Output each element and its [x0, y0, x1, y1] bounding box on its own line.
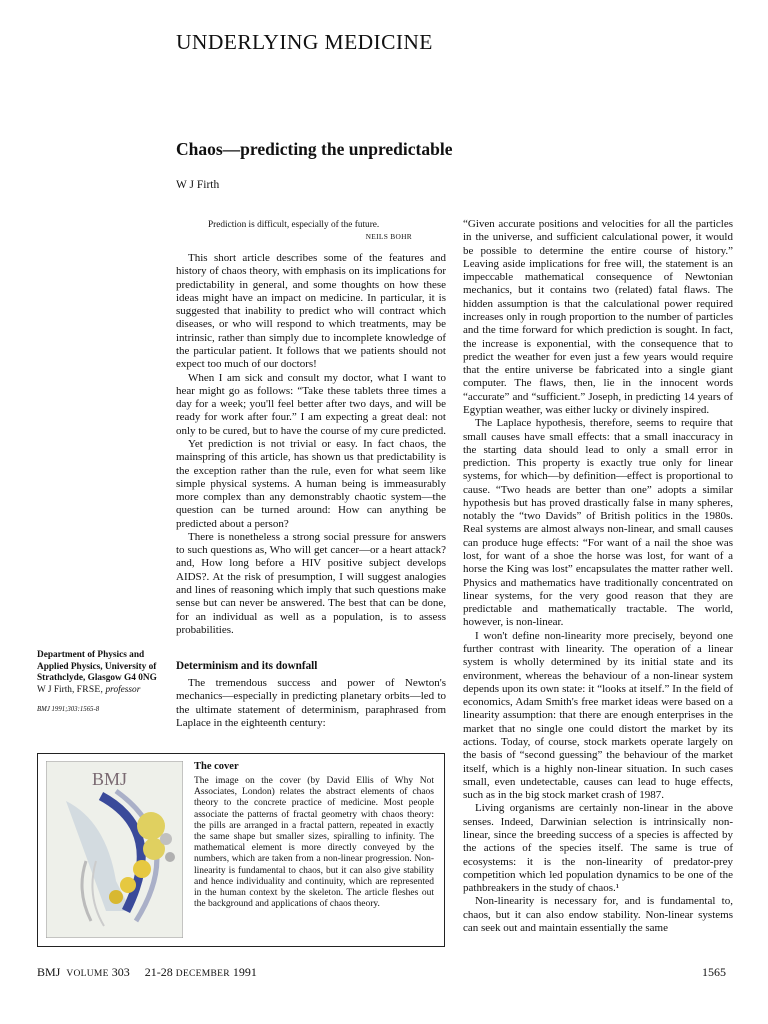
- body-column-right: [463, 218, 733, 935]
- cover-box-text: The image on the cover (by David Ellis of Why Not Associates, London) relates the abstract elements of chaos theory to the concrete practice of medicine. Most people associate the patterns of fractal geometry with chaos theory: the pills are arranged in a fractal pattern, repeated in exactly the same shape but smaller sizes, spiralling to infinity. The mathematical element is more directly conveyed by the numbers, which are taken from a non-linear progression. Non-linearity is fundamental to chaos, but it can also give stability and hence individuality and continuity, which are represented in the human context by the skeleton. The article fleshes out the background and applications of chaos theory.: [194, 776, 434, 910]
- paragraph: Yet prediction is not trivial or easy. In fact chaos, the mainspring of this article, has shown us that predictability is the exception rather than the rule, even for what seem like simple physical systems. A human being is immeasurably more complex than any demonstrably chaotic system—the question can be turned around: How can anything be predicted about a person?: [176, 437, 446, 530]
- affiliation-department: Department of Physics and Applied Physics, University of Strathclyde, Glasgow G4 0NG: [37, 650, 157, 683]
- cover-box-title: The cover: [194, 761, 239, 772]
- epigraph: [208, 219, 412, 243]
- footer-date-days: 21-28: [144, 965, 173, 979]
- paragraph: This short article describes some of the features and history of chaos theory, with emphasis on its implications for predictability in general, and some thoughts on how these ideas might have an impact on medicine. In particular, it is suggested that inability to predict who will contract which diseases, or who will respond to which treatments, may be intrinsic, rather than simply due to incomplete knowledge of the particular patient. It follows that we patients should not expect too much of our doctors!: [176, 252, 446, 371]
- footer-journal: BMJ: [37, 965, 61, 979]
- section-header: UNDERLYING MEDICINE: [176, 30, 433, 54]
- footer-date-year: 1991: [232, 965, 257, 979]
- citation: BMJ 1991;303:1565-8: [37, 706, 100, 713]
- affiliation-degree: FRSE,: [76, 684, 104, 695]
- subheading: Determinism and its downfall: [176, 660, 318, 672]
- paragraph: I won't define non-linearity more precisely, beyond one further contrast with linearity. The operation of a linear system is wholly determined by its initial state and its environment, whereas the behaviour of a non-linear system depends upon its own state: it “looks at itself.” In the field of economics, Adam Smith's free market ideas were based on a linearity assumption: that there are enough enterprises in the market that no single one could distort the market by its actions. Today, of course, stock markets operate largely on the basis of “second guessing” the behaviour of the market itself, which is a highly non-linear situation. In such cases small, even undetectable, causes can lead to huge effects, such as in the big stock market crash of 1987.: [463, 629, 733, 802]
- paragraph: “Given accurate positions and velocities for all the particles in the universe, and sufficient calculational power, it would be possible to determine the entire course of history.” Leaving aside implications for free will, the statement is an impeccable mathematical consequence of Newtonian mechanics, but it contains two (related) fatal flaws. The hidden assumption is that the calculational power required increases only in rough proportion to the number of particles and the time forward for which prediction is sought. In fact, the increase is exponential, with the consequence that to predict the weather for even just a few years would require that the entire universe be fabricated into a single giant computer. The flaws, then, lie in the innocent words “accurate” and “sufficient.” Joseph, in predicting 14 years of Egyptian weather, was either lucky or divinely inspired.: [463, 218, 733, 416]
- cover-image: [46, 761, 183, 938]
- paragraph: There is nonetheless a strong social pressure for answers to such questions as, Who will get cancer—or a heart attack? and, How long before a HIV positive subject develops AIDS?. At the risk of presumption, I will suggest analogies and lines of reasoning which imply that such questions make sense but can never be answered. The best that can be done, for an individual as well as a population, is to assess probabilities.: [176, 530, 446, 636]
- body-column-left-top: [176, 252, 446, 637]
- footer-date-month: DECEMBER: [175, 969, 230, 979]
- footer-volume: 303: [111, 965, 130, 979]
- footer-journal-info: [37, 965, 257, 980]
- paragraph: The Laplace hypothesis, therefore, seems to require that small causes have small effects: that a small inaccuracy in the starting data should lead to only a small error in prediction. This property is exactly true only for linear systems, for which—by definition—effect is proportional to cause. “Two heads are better than one” adopts a similar hypothesis but has proved drastically false in many spheres, notably the “two Davids” of British politics in the 1980s. Real systems are almost always non-linear, and small causes can produce huge effects: “For want of a nail the shoe was lost, for want of a shoe the horse was lost, for want of a horse the King was lost” encapsulates the matter rather well. Physics and mathematics have traditionally concentrated on linear systems, for the very good reason that they are predictable and mathematically tractable. The world, however, is non-linear.: [463, 417, 733, 629]
- paragraph: Non-linearity is necessary for, and is fundamental to, chaos, but it can also endow stability. Non-linear systems can seek out and maintain essentially the same: [463, 895, 733, 934]
- cover-logo: BMJ: [92, 769, 128, 789]
- author-affiliation: [37, 650, 169, 716]
- affiliation-name: W J Firth,: [37, 684, 75, 695]
- article-author: W J Firth: [176, 179, 220, 191]
- epigraph-quote: Prediction is difficult, especially of the future.: [208, 220, 380, 230]
- article-title: Chaos—predicting the unpredictable: [176, 139, 453, 159]
- body-column-left-bottom: [176, 677, 446, 730]
- affiliation-role: professor: [105, 684, 141, 695]
- page-number: 1565: [702, 965, 726, 979]
- paragraph: The tremendous success and power of Newton's mechanics—especially in predicting planetary orbits—led to the ultimate statement of determinism, paraphrased from Laplace in the eighteenth century:: [176, 677, 446, 729]
- footer-volume-label: VOLUME: [66, 969, 109, 979]
- bmj-cover-illustration: [46, 761, 183, 938]
- paragraph: When I am sick and consult my doctor, what I want to hear might go as follows: “Take these tablets three times a day for a week; you'll feel better after two days, and will be ready for work after four.” I am expecting a great deal: not only to be cured, but to have the course of my cure predicted.: [176, 371, 447, 437]
- epigraph-source: NEILS BOHR: [365, 232, 412, 241]
- paragraph: Living organisms are certainly non-linear in the above senses. Indeed, Darwinian selection is intrinsically non-linear, since the breeding success of a species is affected by the actions of the species itself. The same is true of ecosystems: it is the non-linearity of predator-prey competition which led population dynamics to be one of the pathbreakers in the study of chaos.¹: [463, 802, 733, 895]
